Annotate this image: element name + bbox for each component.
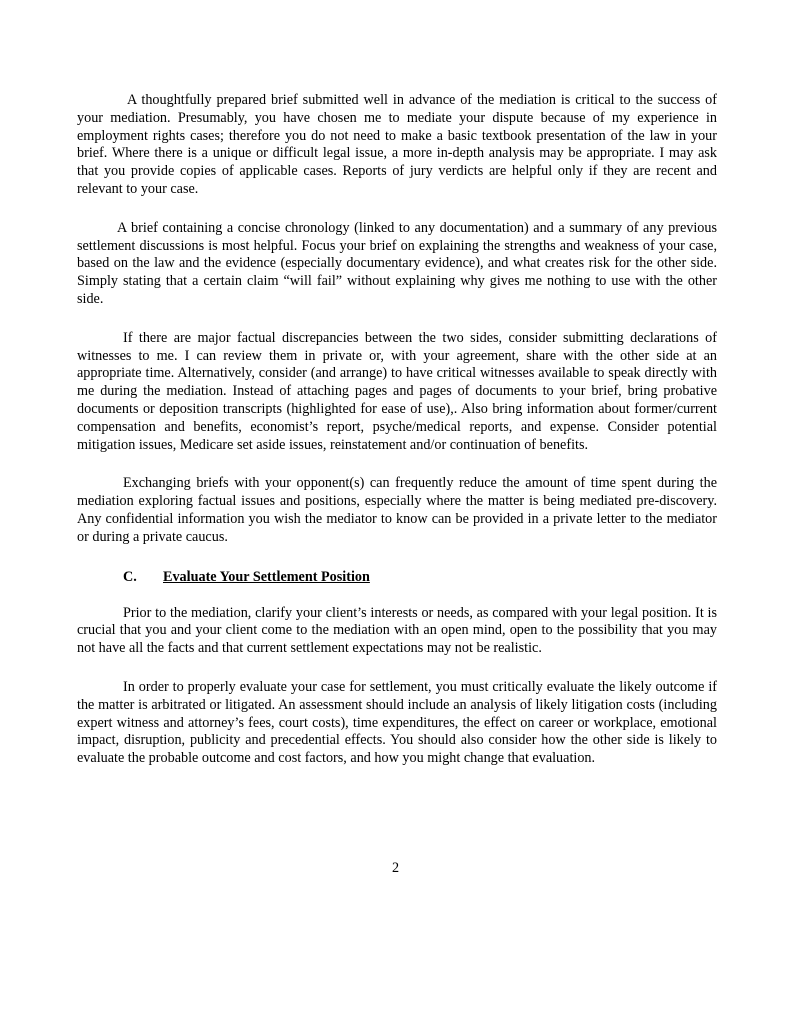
paragraph-brief-preparation: A thoughtfully prepared brief submitted well in advance of the mediation is critical to the success of your mediation. Presumably, you have chosen me to mediate your dispute because of my experience in employment rights cases; therefore you do not need to make a basic textbook presentation of the law in your brief. Where there is a unique or difficult legal issue, a more in-depth analysis may be appropriate. I may ask that you provide copies of applicable cases. Reports of jury verdicts are helpful only if they are recent and relevant to your case. xyxy=(77,92,717,197)
paragraph-factual-discrepancies: If there are major factual discrepancies between the two sides, consider submitting declarations of witnesses to me. I can review them in private or, with your agreement, share with the other side at an appropriate time. Alternatively, consider (and arrange) to have critical witnesses available to speak directly with me during the mediation. Instead of attaching pages and pages of documents to your brief, bring probative documents or deposition transcripts (highlighted for ease of use),. Also bring information about former/current compensation and benefits, economist’s report, psyche/medical reports, and expense. Consider potential mitigation issues, Medicare set aside issues, reinstatement and/or continuation of benefits. xyxy=(77,329,717,453)
section-heading-letter: C. xyxy=(123,568,137,585)
paragraph-brief-contents: A brief containing a concise chronology (linked to any documentation) and a summary of any previous settlement discussions is most helpful. Focus your brief on explaining the strengths and weakness of your case, based on the law and the evidence (especially documentary evidence), and what creates risk for the other side. Simply stating that a certain claim “will fail” without explaining why gives me nothing to use with the other side. xyxy=(77,219,717,307)
paragraph-exchanging-briefs: Exchanging briefs with your opponent(s) can frequently reduce the amount of time spent during the mediation exploring factual issues and positions, especially where the matter is being mediated pre-discovery. Any confidential information you wish the mediator to know can be provided in a private letter to the mediator or during a private caucus. xyxy=(77,475,717,545)
paragraph-clarify-interests: Prior to the mediation, clarify your client’s interests or needs, as compared with your legal position. It is crucial that you and your client come to the mediation with an open mind, open to the possibility that you may not have all the facts and that current settlement expectations may not be realistic. xyxy=(77,604,717,657)
section-heading-title: Evaluate Your Settlement Position xyxy=(163,568,370,585)
page-number: 2 xyxy=(391,860,400,876)
document-page xyxy=(77,92,717,789)
section-heading xyxy=(77,568,717,586)
paragraph-evaluate-case: In order to properly evaluate your case for settlement, you must critically evaluate the likely outcome if the matter is arbitrated or litigated. An assessment should include an analysis of likely litigation costs (including expert witness and attorney’s fees, court costs), time expenditures, the effect on career or workplace, emotional impact, disruption, publicity and precedential effects. You should also consider how the other side is likely to evaluate the probable outcome and cost factors, and how you might change that evaluation. xyxy=(77,678,717,767)
